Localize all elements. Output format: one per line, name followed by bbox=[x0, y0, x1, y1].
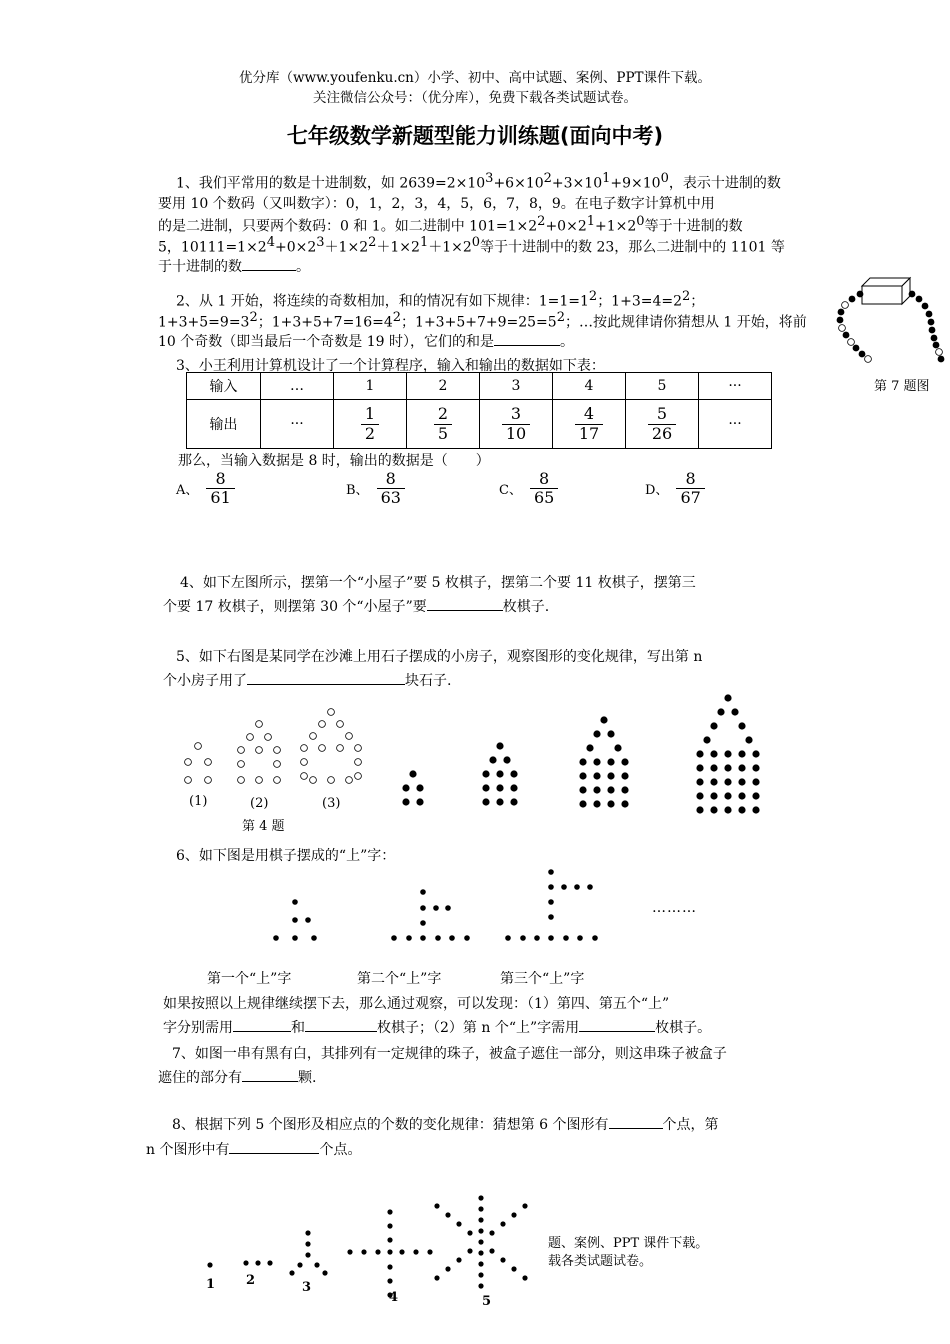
piece bbox=[420, 889, 426, 895]
point bbox=[387, 1264, 392, 1269]
stone bbox=[579, 758, 586, 765]
piece bbox=[587, 884, 593, 890]
piece bbox=[292, 899, 298, 905]
piece bbox=[574, 884, 580, 890]
q5-line-1: 5、如下右图是某同学在沙滩上用石子摆成的小房子，观察图形的变化规律，写出第 n bbox=[176, 649, 703, 665]
q1-answer-blank[interactable] bbox=[242, 256, 296, 271]
point bbox=[489, 1248, 494, 1253]
stone bbox=[301, 759, 308, 766]
stone bbox=[265, 734, 272, 741]
point bbox=[305, 1241, 310, 1246]
bead bbox=[843, 332, 850, 339]
stone bbox=[724, 792, 731, 799]
piece bbox=[420, 920, 426, 926]
option-d[interactable]: D、 $\frac{8}{67}$ bbox=[645, 470, 705, 508]
option-c[interactable]: C、 $\frac{8}{65}$ bbox=[499, 470, 558, 508]
stone bbox=[593, 786, 600, 793]
bead bbox=[842, 302, 849, 309]
point bbox=[347, 1249, 352, 1254]
stone bbox=[301, 745, 308, 752]
q1-line-3: 的是二进制，只要两个数码：0 和 1。如二进制中 $101=1\times 2^2+0\times 2^1+1\times 2^0$等于十进制的数 bbox=[158, 214, 743, 235]
q4-answer-blank[interactable] bbox=[427, 596, 503, 611]
piece bbox=[548, 914, 554, 920]
bead bbox=[837, 317, 844, 324]
point bbox=[478, 1239, 483, 1244]
stone bbox=[409, 770, 416, 777]
stone bbox=[355, 759, 362, 766]
piece bbox=[433, 905, 439, 911]
stone bbox=[710, 778, 717, 785]
q6-line-1: 如果按照以上规律继续摆下去，那么通过观察，可以发现：（1）第四、第五个“上” bbox=[163, 996, 670, 1012]
piece bbox=[548, 884, 554, 890]
point bbox=[478, 1261, 483, 1266]
shang-figure bbox=[260, 862, 720, 952]
point bbox=[387, 1249, 392, 1254]
bead bbox=[916, 296, 923, 303]
q8-line-1: 8、根据下列 5 个图形及相应点的个数的变化规律：猜想第 6 个图形有 个点，第 bbox=[172, 1114, 719, 1134]
q7-caption: 第 7 题图 bbox=[874, 379, 930, 394]
q8-label-5: 5 bbox=[482, 1294, 492, 1309]
stone bbox=[185, 777, 192, 784]
q1-line-2: 要用 10 个数码（又叫数字）：0，1，2，3，4，5，6，7，8，9。在电子数字计算机中用 bbox=[158, 196, 715, 212]
q8-blank-nth[interactable] bbox=[229, 1139, 319, 1154]
fig4-label-1: (1) bbox=[189, 794, 208, 809]
stone bbox=[579, 786, 586, 793]
output-cell: $\frac{3}{10}$ bbox=[480, 400, 553, 449]
q7-bead-figure bbox=[832, 272, 947, 372]
stone bbox=[256, 721, 263, 728]
stone bbox=[510, 798, 517, 805]
stone bbox=[482, 784, 489, 791]
stone bbox=[416, 798, 423, 805]
piece bbox=[548, 935, 554, 941]
stone bbox=[710, 806, 717, 813]
q7-answer-blank[interactable] bbox=[242, 1067, 298, 1082]
stone bbox=[724, 806, 731, 813]
piece bbox=[305, 917, 311, 923]
stone bbox=[489, 756, 496, 763]
piece bbox=[464, 935, 470, 941]
q1-line-1: 1、我们平常用的数是十进制数，如 $2639=2\times 10^3+6\times 10^2+3\times 10^1+9\times 10^0$，表示十进制的数 bbox=[176, 171, 781, 192]
stone bbox=[346, 777, 353, 784]
stone bbox=[696, 792, 703, 799]
piece bbox=[420, 905, 426, 911]
stone bbox=[355, 773, 362, 780]
fig4-hollow-houses bbox=[185, 709, 362, 784]
output-cell: $\frac{2}{5}$ bbox=[407, 400, 480, 449]
stone bbox=[238, 761, 245, 768]
stone bbox=[752, 778, 759, 785]
output-cell: $\frac{1}{2}$ bbox=[334, 400, 407, 449]
stone bbox=[301, 773, 308, 780]
q6-line-2: 字分别需用 和 枚棋子；（2）第 n 个“上”字需用 枚棋子。 bbox=[163, 1017, 711, 1037]
option-b[interactable]: B、 $\frac{8}{63}$ bbox=[346, 470, 405, 508]
stone bbox=[696, 764, 703, 771]
piece bbox=[520, 935, 526, 941]
q8-figures bbox=[190, 1190, 550, 1315]
bead bbox=[936, 349, 943, 356]
stone bbox=[402, 798, 409, 805]
fig4-label-2: (2) bbox=[250, 796, 269, 811]
stone bbox=[593, 730, 600, 737]
stone bbox=[402, 784, 409, 791]
stone bbox=[614, 744, 621, 751]
point bbox=[243, 1260, 248, 1265]
stone bbox=[607, 772, 614, 779]
header-line-2: 关注微信公众号：（优分库），免费下载各类试题试卷。 bbox=[313, 90, 637, 106]
bead bbox=[848, 339, 855, 346]
q6-blank-4th[interactable] bbox=[233, 1017, 291, 1032]
stone bbox=[717, 708, 724, 715]
stone bbox=[185, 759, 192, 766]
output-label: 输出 bbox=[187, 400, 261, 449]
point bbox=[478, 1272, 483, 1277]
point bbox=[361, 1249, 366, 1254]
stone bbox=[274, 761, 281, 768]
stone bbox=[319, 721, 326, 728]
piece bbox=[561, 884, 567, 890]
fig4-label-3: (3) bbox=[322, 796, 341, 811]
piece bbox=[534, 935, 540, 941]
point bbox=[289, 1270, 294, 1275]
fig4-caption: 第 4 题 bbox=[242, 819, 285, 834]
piece bbox=[505, 935, 511, 941]
point bbox=[387, 1237, 392, 1242]
stone bbox=[593, 758, 600, 765]
piece bbox=[292, 917, 298, 923]
q8-label-4: 4 bbox=[389, 1290, 399, 1305]
point bbox=[467, 1248, 472, 1253]
input-cell: 1 bbox=[334, 373, 407, 400]
stone bbox=[607, 800, 614, 807]
bead bbox=[859, 351, 866, 358]
bead bbox=[909, 291, 916, 298]
shang-caption-3: 第三个“上”字 bbox=[500, 971, 585, 987]
stone bbox=[496, 770, 503, 777]
point bbox=[478, 1195, 483, 1200]
bead bbox=[839, 325, 846, 332]
piece bbox=[406, 935, 412, 941]
point bbox=[500, 1221, 505, 1226]
stone bbox=[238, 747, 245, 754]
stone bbox=[600, 716, 607, 723]
q5-answer-blank[interactable] bbox=[247, 670, 405, 685]
stone bbox=[738, 778, 745, 785]
stone bbox=[724, 750, 731, 757]
stone bbox=[337, 721, 344, 728]
point bbox=[478, 1206, 483, 1211]
piece bbox=[548, 899, 554, 905]
stone bbox=[496, 798, 503, 805]
stone bbox=[319, 745, 326, 752]
stone bbox=[256, 747, 263, 754]
stone bbox=[579, 772, 586, 779]
stone bbox=[607, 730, 614, 737]
bead bbox=[926, 311, 933, 318]
q7-line-1: 7、如图一串有黑有白，其排列有一定规律的珠子，被盒子遮住一部分，则这串珠子被盒子 bbox=[172, 1046, 727, 1062]
point bbox=[522, 1275, 527, 1280]
point bbox=[456, 1221, 461, 1226]
point bbox=[387, 1223, 392, 1228]
stone bbox=[731, 708, 738, 715]
point bbox=[314, 1262, 319, 1267]
stone bbox=[621, 800, 628, 807]
bead bbox=[865, 356, 872, 363]
q4-line-2: 个要 17 枚棋子，则摆第 30 个“小屋子”要 枚棋子. bbox=[163, 596, 549, 616]
q4-line-1: 4、如下左图所示，摆第一个“小屋子”要 5 枚棋子，摆第二个要 11 枚棋子，摆第三 bbox=[180, 575, 696, 591]
stone bbox=[724, 694, 731, 701]
page-title: 七年级数学新题型能力训练题(面向中考) bbox=[286, 124, 664, 148]
point bbox=[413, 1249, 418, 1254]
stone bbox=[310, 777, 317, 784]
q8-line-2: n 个图形中有 个点。 bbox=[146, 1139, 361, 1159]
bead bbox=[838, 309, 845, 316]
point bbox=[322, 1270, 327, 1275]
piece bbox=[563, 935, 569, 941]
q8-label-1: 1 bbox=[206, 1277, 216, 1292]
stone bbox=[745, 736, 752, 743]
input-cell: 3 bbox=[480, 373, 553, 400]
point bbox=[255, 1260, 260, 1265]
stone bbox=[738, 806, 745, 813]
point bbox=[445, 1266, 450, 1271]
point bbox=[267, 1260, 272, 1265]
q8-blank-6th[interactable] bbox=[609, 1114, 663, 1129]
q6-intro: 6、如下图是用棋子摆成的“上”字： bbox=[176, 848, 396, 864]
q6-continuation: ……… bbox=[652, 900, 697, 916]
piece bbox=[435, 935, 441, 941]
point bbox=[427, 1249, 432, 1254]
point bbox=[445, 1212, 450, 1217]
stone bbox=[274, 747, 281, 754]
piece bbox=[449, 935, 455, 941]
header-line-1: 优分库（www.youfenku.cn）小学、初中、高中试题、案例、PPT课件下载。 bbox=[238, 70, 712, 86]
bead bbox=[857, 291, 864, 298]
input-cell: 5 bbox=[626, 373, 699, 400]
piece bbox=[273, 935, 279, 941]
box-front bbox=[862, 286, 902, 304]
stone bbox=[752, 806, 759, 813]
stone bbox=[256, 777, 263, 784]
point bbox=[297, 1262, 302, 1267]
output-cell: $\frac{4}{17}$ bbox=[553, 400, 626, 449]
bead bbox=[853, 345, 860, 352]
q7-line-2: 遮住的部分有 颗. bbox=[158, 1067, 316, 1087]
point bbox=[456, 1257, 461, 1262]
stone bbox=[710, 722, 717, 729]
q3-intro: 3、小王利用计算机设计了一个计算程序，输入和输出的数据如下表： bbox=[176, 358, 605, 374]
stone bbox=[738, 792, 745, 799]
stone bbox=[607, 786, 614, 793]
shang-caption-2: 第二个“上”字 bbox=[357, 971, 442, 987]
stone bbox=[607, 758, 614, 765]
stone bbox=[696, 806, 703, 813]
point bbox=[434, 1275, 439, 1280]
stone bbox=[205, 777, 212, 784]
stone bbox=[621, 786, 628, 793]
stone bbox=[205, 759, 212, 766]
option-a[interactable]: A、 $\frac{8}{61}$ bbox=[176, 470, 235, 508]
piece bbox=[548, 869, 554, 875]
stone bbox=[696, 750, 703, 757]
bead bbox=[928, 319, 935, 326]
stone bbox=[310, 733, 317, 740]
stone bbox=[752, 750, 759, 757]
q3-input-row bbox=[187, 373, 772, 400]
bead bbox=[938, 356, 945, 363]
stone bbox=[586, 744, 593, 751]
footer-line-1: 题、案例、PPT 课件下载。 bbox=[548, 1236, 709, 1251]
q2-line-2: $1+3+5=9=3^2$；$1+3+5+7=16=4^2$；$1+3+5+7+9=25=5^2$；…按此规律请你猜想从 1 开始，将前 bbox=[158, 310, 807, 331]
stone bbox=[337, 745, 344, 752]
stone bbox=[738, 750, 745, 757]
shang-caption-1: 第一个“上”字 bbox=[207, 971, 292, 987]
piece bbox=[445, 905, 451, 911]
point bbox=[399, 1249, 404, 1254]
point bbox=[305, 1252, 310, 1257]
bead bbox=[933, 342, 940, 349]
piece bbox=[592, 935, 598, 941]
q5-line-2: 个小房子用了 块石子. bbox=[163, 670, 451, 690]
stone bbox=[195, 743, 202, 750]
input-ellipsis: … bbox=[261, 373, 334, 400]
stone bbox=[621, 772, 628, 779]
point bbox=[500, 1257, 505, 1262]
stone bbox=[355, 745, 362, 752]
q1-line-5: 于十进制的数 。 bbox=[158, 256, 310, 276]
stone bbox=[416, 784, 423, 791]
stone bbox=[510, 770, 517, 777]
stone bbox=[579, 800, 586, 807]
q3-output-row bbox=[187, 400, 772, 449]
point bbox=[305, 1230, 310, 1235]
point bbox=[478, 1228, 483, 1233]
point bbox=[511, 1212, 516, 1217]
stone bbox=[328, 709, 335, 716]
q6-blank-5th[interactable] bbox=[305, 1017, 377, 1032]
output-cell: $\frac{5}{26}$ bbox=[626, 400, 699, 449]
stone bbox=[710, 764, 717, 771]
stone bbox=[752, 792, 759, 799]
q3-question: 那么，当输入数据是 8 时，输出的数据是（ ） bbox=[178, 453, 490, 469]
stone bbox=[710, 792, 717, 799]
bead bbox=[931, 335, 938, 342]
stone bbox=[274, 777, 281, 784]
stone bbox=[482, 798, 489, 805]
footer-line-2: 载各类试题试卷。 bbox=[548, 1254, 653, 1269]
piece bbox=[292, 935, 298, 941]
q6-blank-nth[interactable] bbox=[579, 1017, 655, 1032]
input-label: 输入 bbox=[187, 373, 261, 400]
stone bbox=[593, 772, 600, 779]
point bbox=[434, 1203, 439, 1208]
q8-label-3: 3 bbox=[302, 1280, 312, 1295]
output-ellipsis: ··· bbox=[261, 400, 334, 449]
stone bbox=[510, 784, 517, 791]
stone bbox=[346, 733, 353, 740]
piece bbox=[311, 935, 317, 941]
q1-line-4: 5，$10111=1\times 2^4+0\times 2^3+1\times 2^2+1\times 2^1+1\times 2^0$等于十进制中的数 23，那么二进制中的 1101 等 bbox=[158, 235, 785, 256]
beads-right bbox=[909, 291, 945, 363]
stone bbox=[238, 777, 245, 784]
point bbox=[375, 1249, 380, 1254]
stone bbox=[724, 778, 731, 785]
stone bbox=[752, 764, 759, 771]
point bbox=[467, 1230, 472, 1235]
stone bbox=[724, 764, 731, 771]
q8-dot-patterns bbox=[207, 1195, 527, 1297]
stone bbox=[710, 750, 717, 757]
stone bbox=[696, 778, 703, 785]
stone bbox=[738, 764, 745, 771]
q2-answer-blank[interactable] bbox=[494, 331, 560, 346]
q8-label-2: 2 bbox=[246, 1273, 256, 1288]
stone bbox=[482, 770, 489, 777]
point bbox=[511, 1266, 516, 1271]
point bbox=[387, 1278, 392, 1283]
bead bbox=[929, 327, 936, 334]
q2-line-3: 10 个奇数（即当最后一个奇数是 19 时），它们的和是 。 bbox=[158, 331, 574, 351]
point bbox=[207, 1262, 212, 1267]
point bbox=[478, 1283, 483, 1288]
piece bbox=[577, 935, 583, 941]
stone bbox=[703, 736, 710, 743]
point bbox=[489, 1230, 494, 1235]
stone bbox=[503, 756, 510, 763]
input-cell: 4 bbox=[553, 373, 626, 400]
bead bbox=[922, 303, 929, 310]
stone bbox=[593, 800, 600, 807]
point bbox=[478, 1250, 483, 1255]
stone bbox=[328, 777, 335, 784]
stone bbox=[621, 758, 628, 765]
q3-table bbox=[186, 372, 772, 449]
stone bbox=[738, 722, 745, 729]
stone bbox=[247, 734, 254, 741]
point bbox=[478, 1217, 483, 1222]
output-ellipsis-end: ··· bbox=[699, 400, 772, 449]
point bbox=[387, 1209, 392, 1214]
fig5-dot-houses bbox=[402, 694, 759, 813]
input-ellipsis-end: ··· bbox=[699, 373, 772, 400]
piece bbox=[391, 935, 397, 941]
shang-dots bbox=[273, 869, 598, 941]
bead bbox=[849, 296, 856, 303]
piece bbox=[420, 935, 426, 941]
stone bbox=[496, 784, 503, 791]
input-cell: 2 bbox=[407, 373, 480, 400]
point bbox=[522, 1203, 527, 1208]
stone bbox=[496, 742, 503, 749]
q2-line-1: 2、从 1 开始，将连续的奇数相加，和的情况有如下规律：$1=1=1^2$；$1+3=4=2^2$； bbox=[176, 289, 705, 310]
